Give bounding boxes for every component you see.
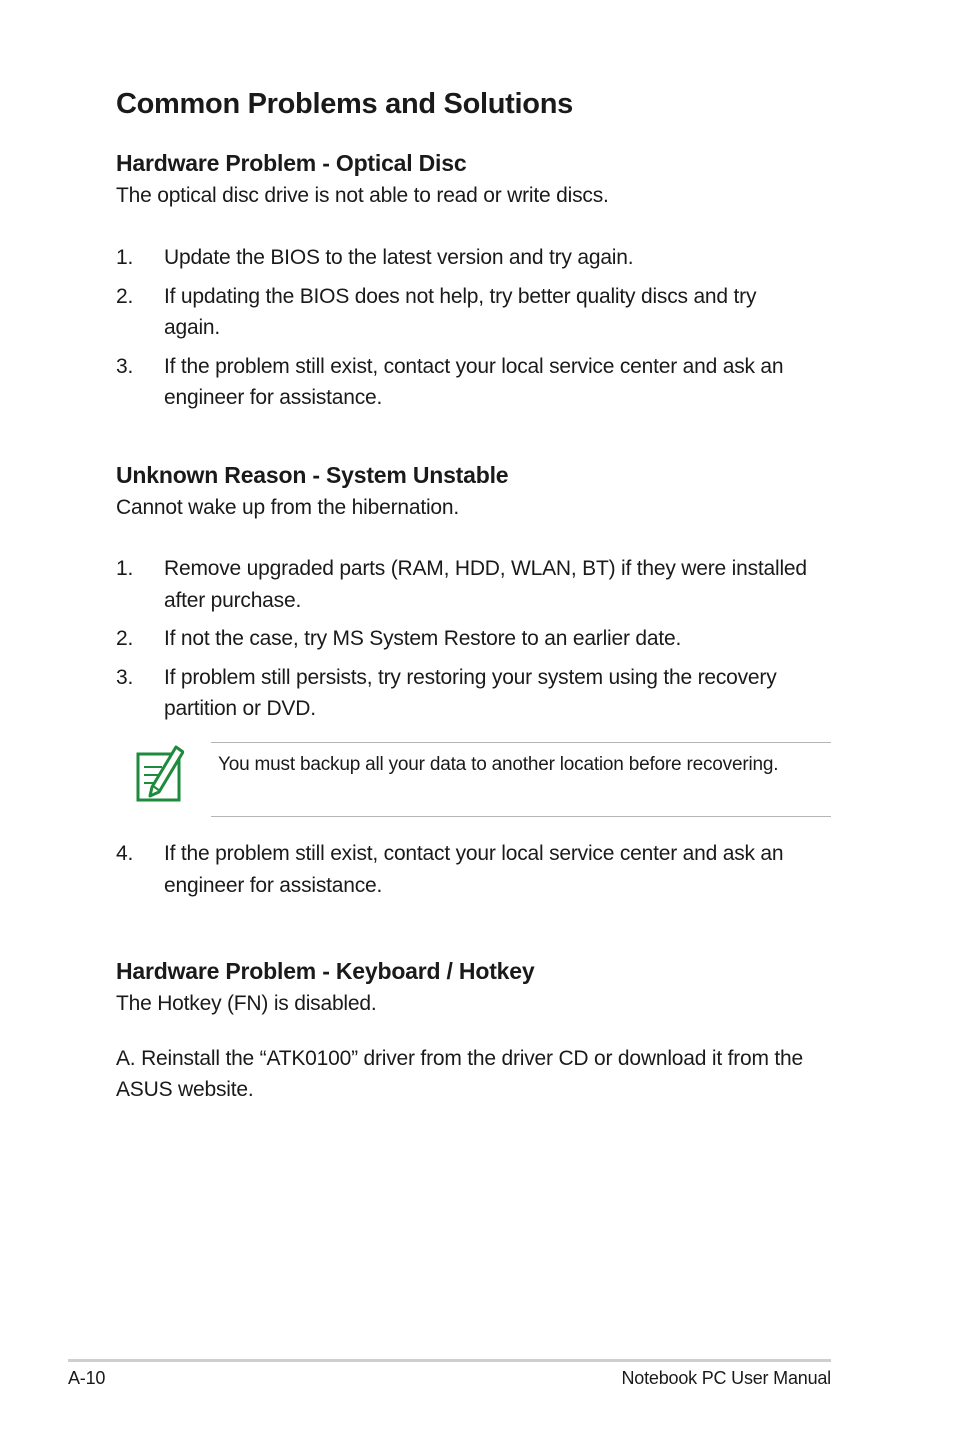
step-number: 2.: [116, 627, 134, 650]
list-item: [116, 242, 816, 274]
step-text: Update the BIOS to the latest version and try again.: [164, 246, 634, 269]
page-number: A-10: [68, 1368, 106, 1388]
section-heading-system-unstable: Unknown Reason - System Unstable: [116, 462, 509, 488]
list-item: [116, 281, 816, 344]
steps-system-unstable-continued: [116, 838, 816, 908]
step-number: 3.: [116, 354, 134, 378]
list-item: [116, 553, 816, 616]
list-item: [116, 351, 816, 414]
page-title: Common Problems and Solutions: [116, 88, 573, 120]
step-number: 1.: [116, 246, 134, 269]
section-description-keyboard-hotkey: The Hotkey (FN) is disabled.: [116, 992, 377, 1015]
footer-divider: [68, 1359, 831, 1362]
step-text: Remove upgraded parts (RAM, HDD, WLAN, BT) if they were installed after purchase.: [164, 557, 807, 612]
list-item: [116, 662, 816, 725]
note-pencil-icon: [136, 743, 184, 803]
step-number: 2.: [116, 284, 134, 308]
step-number: 1.: [116, 557, 134, 580]
step-text: If problem still persists, try restoring your system using the recovery partition or DVD.: [164, 665, 777, 720]
manual-title: Notebook PC User Manual: [621, 1368, 831, 1388]
section-heading-keyboard-hotkey: Hardware Problem - Keyboard / Hotkey: [116, 958, 535, 984]
step-text: If the problem still exist, contact your local service center and ask an engineer for assistance.: [164, 354, 784, 409]
step-text: If the problem still exist, contact your local service center and ask an engineer for assistance.: [164, 842, 784, 897]
step-text: If updating the BIOS does not help, try better quality discs and try again.: [164, 284, 757, 339]
list-item: [116, 623, 816, 655]
section-heading-optical-disc: Hardware Problem - Optical Disc: [116, 150, 467, 176]
solution-text: A. Reinstall the “ATK0100” driver from the driver CD or download it from the ASUS website.: [116, 1047, 804, 1101]
list-item: [116, 838, 816, 901]
note-text: You must backup all your data to another location before recovering.: [218, 754, 779, 775]
step-text: If not the case, try MS System Restore to an earlier date.: [164, 627, 682, 650]
section-description-optical-disc: The optical disc drive is not able to read or write discs.: [116, 184, 609, 207]
step-number: 3.: [116, 665, 134, 689]
section-description-system-unstable: Cannot wake up from the hibernation.: [116, 496, 460, 519]
note-box: [211, 742, 831, 817]
step-number: 4.: [116, 842, 134, 865]
steps-system-unstable: [116, 553, 816, 732]
steps-optical-disc: [116, 242, 816, 421]
